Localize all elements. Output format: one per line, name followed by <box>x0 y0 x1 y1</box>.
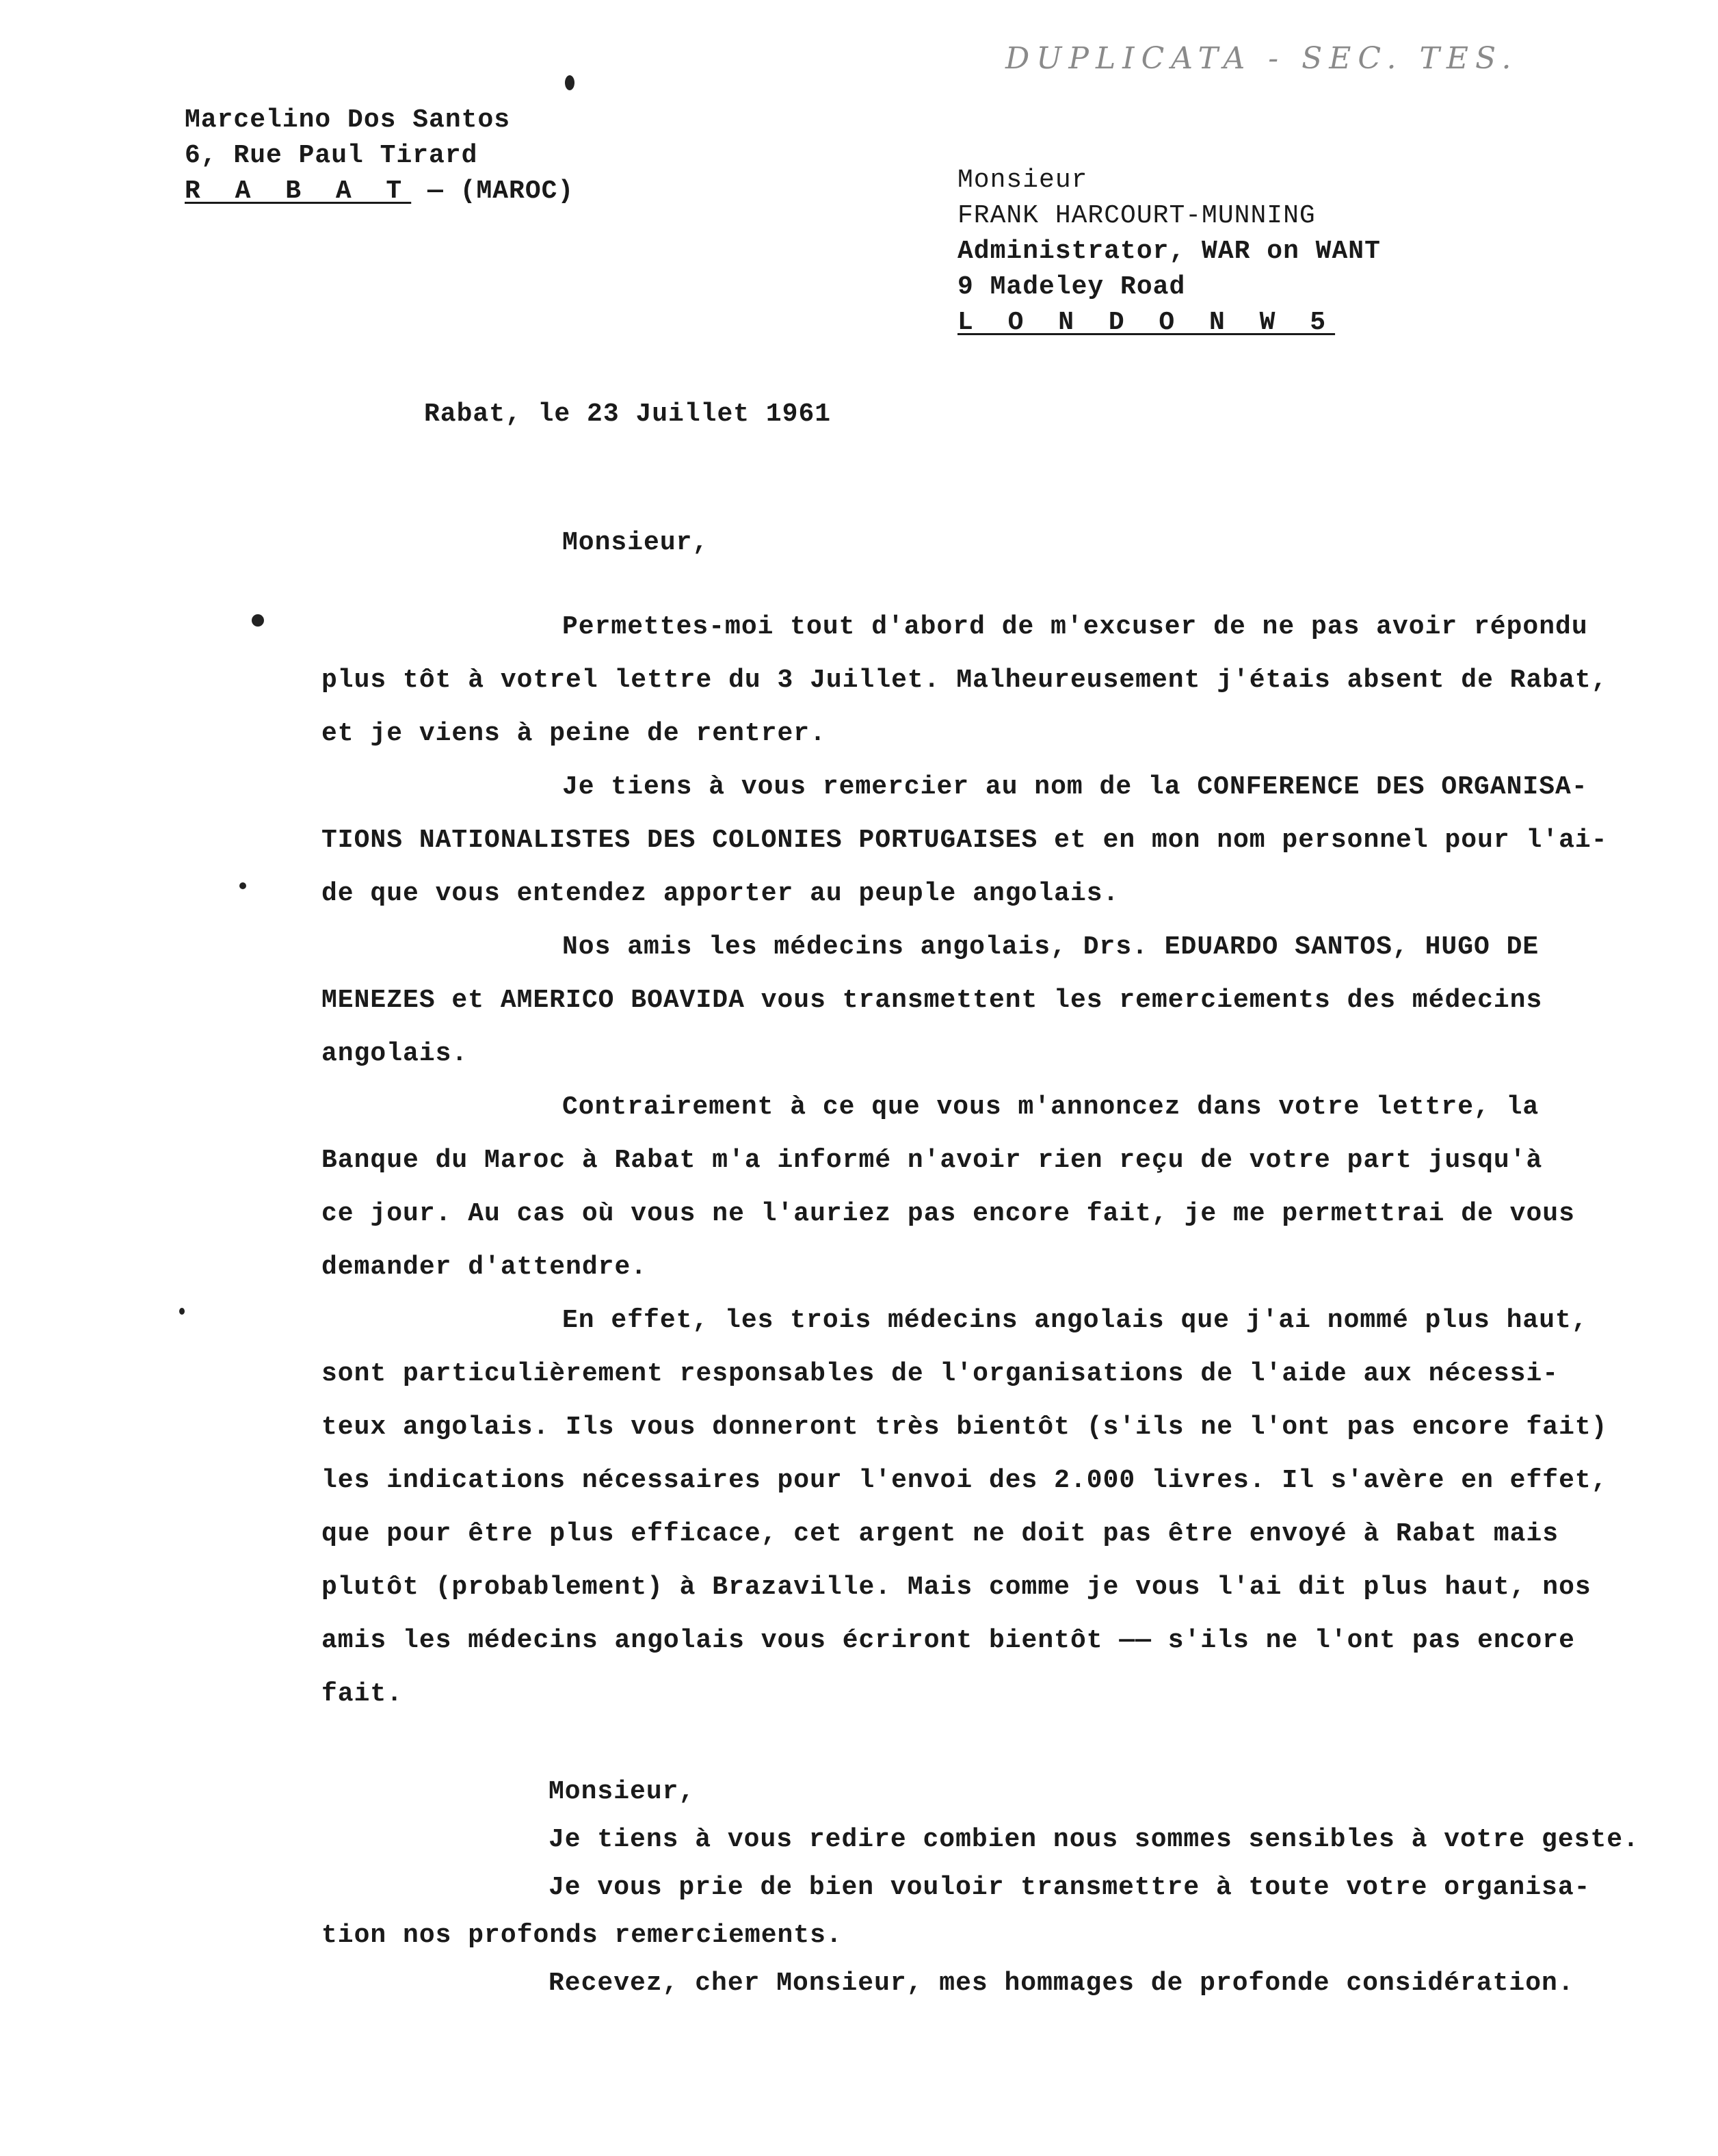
body-line: Je tiens à vous remercier au nom de la CONFERENCE DES ORGANISA- <box>562 772 1588 802</box>
recipient-city: L O N D O N W 5 <box>957 308 1336 337</box>
salutation: Monsieur, <box>562 528 709 557</box>
letter-closing <box>321 1768 1639 2008</box>
recipient-title: Administrator, WAR on WANT <box>957 237 1381 266</box>
body-line: les indications nécessaires pour l'envoi des 2.000 livres. Il s'avère en effet, <box>321 1466 1608 1495</box>
closing-line: Recevez, cher Monsieur, mes hommages de profonde considération. <box>549 1969 1574 1998</box>
body-line: Contrairement à ce que vous m'annoncez dans votre lettre, la <box>562 1092 1539 1122</box>
closing-line: Je tiens à vous redire combien nous sommes sensibles à votre geste. <box>549 1825 1639 1854</box>
ink-speck <box>239 882 246 889</box>
letter-date: Rabat, le 23 Juillet 1961 <box>424 399 832 429</box>
sender-country: — (MAROC) <box>411 176 574 206</box>
body-line: de que vous entendez apporter au peuple angolais. <box>321 879 1120 908</box>
handwritten-annotation: DUPLICATA - SEC. TES. <box>1005 41 1518 76</box>
ink-speck <box>252 614 264 627</box>
sender-name: Marcelino Dos Santos <box>185 105 511 135</box>
body-line: que pour être plus efficace, cet argent ne doit pas être envoyé à Rabat mais <box>321 1519 1559 1549</box>
body-line: Permettes-moi tout d'abord de m'excuser de ne pas avoir répondu <box>562 612 1588 642</box>
recipient-street: 9 Madeley Road <box>957 272 1186 302</box>
body-line: Nos amis les médecins angolais, Drs. EDUARDO SANTOS, HUGO DE <box>562 932 1539 962</box>
body-line: sont particulièrement responsables de l'organisations de l'aide aux nécessi- <box>321 1359 1559 1389</box>
body-line: angolais. <box>321 1039 468 1068</box>
sender-city: R A B A T <box>185 176 412 206</box>
body-line: et je viens à peine de rentrer. <box>321 719 826 748</box>
body-line: TIONS NATIONALISTES DES COLONIES PORTUGAISES et en mon nom personnel pour l'ai- <box>321 826 1608 855</box>
body-line: amis les médecins angolais vous écriront bientôt —— s'ils ne l'ont pas encore <box>321 1626 1575 1655</box>
body-line: demander d'attendre. <box>321 1252 648 1282</box>
closing-line: Je vous prie de bien vouloir transmettre à toute votre organisa- <box>549 1873 1591 1902</box>
body-line: plutôt (probablement) à Brazaville. Mais comme je vous l'ai dit plus haut, nos <box>321 1573 1591 1602</box>
closing-line: tion nos profonds remerciements. <box>321 1921 843 1950</box>
sender-address <box>185 103 574 209</box>
body-line: plus tôt à votrel lettre du 3 Juillet. Malheureusement j'étais absent de Rabat, <box>321 666 1608 695</box>
sender-city-line <box>185 174 574 209</box>
body-line: Banque du Maroc à Rabat m'a informé n'avoir rien reçu de votre part jusqu'à <box>321 1146 1543 1175</box>
recipient-name: FRANK HARCOURT-MUNNING <box>957 201 1316 231</box>
body-line: ce jour. Au cas où vous ne l'auriez pas encore fait, je me permettrai de vous <box>321 1199 1575 1228</box>
body-line: fait. <box>321 1679 404 1709</box>
letter-body <box>321 601 1608 1721</box>
ink-speck <box>179 1308 185 1315</box>
recipient-salutation-line: Monsieur <box>957 166 1088 195</box>
body-line: En effet, les trois médecins angolais que j'ai nommé plus haut, <box>562 1306 1588 1335</box>
body-line: MENEZES et AMERICO BOAVIDA vous transmettent les remerciements des médecins <box>321 986 1543 1015</box>
ink-speck <box>565 75 574 90</box>
body-line: teux angolais. Ils vous donneront très bientôt (s'ils ne l'ont pas encore fait) <box>321 1412 1608 1442</box>
recipient-address <box>957 163 1381 341</box>
closing-salutation: Monsieur, <box>549 1777 696 1806</box>
sender-street: 6, Rue Paul Tirard <box>185 141 478 170</box>
